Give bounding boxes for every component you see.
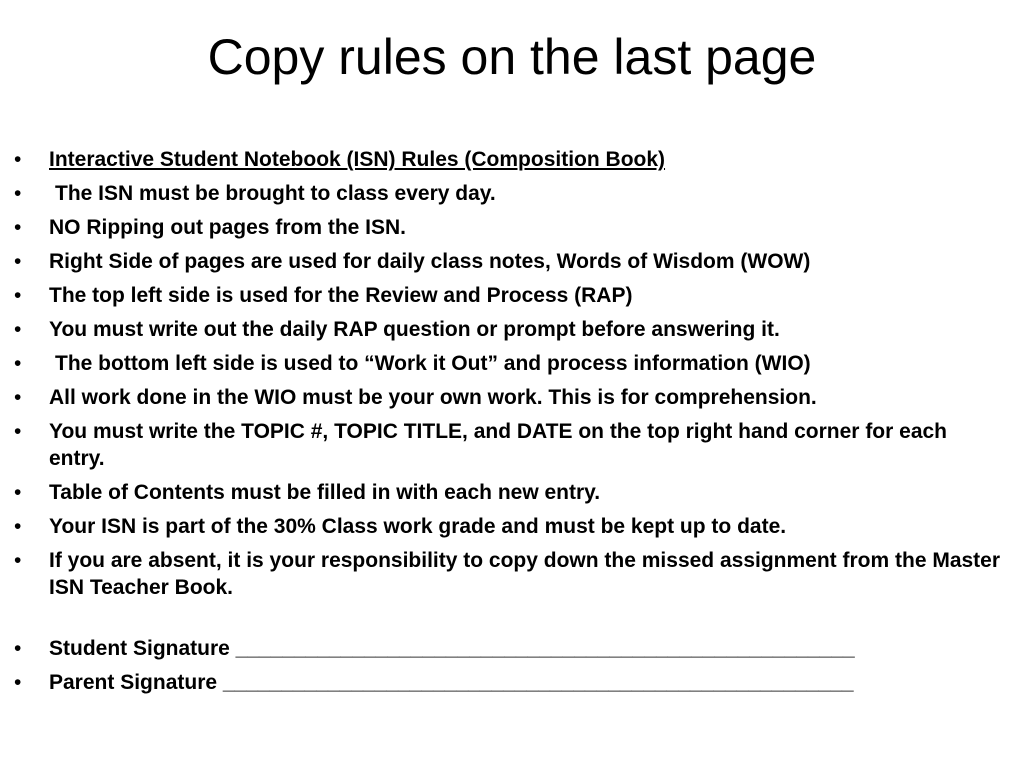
parent-signature-line: Parent Signature ______________________________________________________ (49, 671, 854, 694)
rule-text: The bottom left side is used to “Work it Out” and process information (WIO) (55, 352, 811, 375)
bullet-icon: • (14, 671, 22, 694)
list-item (14, 513, 1004, 540)
bullet-icon: • (14, 250, 22, 273)
bullet-icon: • (14, 386, 22, 409)
rule-text: All work done in the WIO must be your own work. This is for comprehension. (49, 386, 817, 409)
bullet-icon: • (14, 216, 22, 239)
list-item (14, 350, 1004, 377)
rule-text: The top left side is used for the Review and Process (RAP) (49, 284, 633, 307)
list-item (14, 180, 1004, 207)
rule-text: NO Ripping out pages from the ISN. (49, 216, 406, 239)
bullet-icon: • (14, 148, 22, 171)
bullet-icon: • (14, 182, 22, 205)
rule-text: You must write out the daily RAP question or prompt before answering it. (49, 318, 780, 341)
rule-text: Right Side of pages are used for daily class notes, Words of Wisdom (WOW) (49, 250, 811, 273)
list-item (14, 669, 1004, 696)
list-item (14, 418, 1004, 472)
bullet-icon: • (14, 549, 22, 572)
list-item (14, 248, 1004, 275)
bullet-icon: • (14, 284, 22, 307)
bullet-icon: • (14, 420, 22, 443)
rule-text: Table of Contents must be filled in with each new entry. (49, 481, 601, 504)
list-item (14, 635, 1004, 662)
rule-text: The ISN must be brought to class every day. (55, 182, 496, 205)
rules-list (14, 146, 1004, 703)
rule-text: If you are absent, it is your responsibility to copy down the missed assignment from the Master ISN Teacher Book. (49, 549, 1001, 599)
list-item (14, 384, 1004, 411)
bullet-icon: • (14, 515, 22, 538)
slide-title: Copy rules on the last page (207, 29, 817, 85)
bullet-icon: • (14, 318, 22, 341)
rule-text: You must write the TOPIC #, TOPIC TITLE, and DATE on the top right hand corner for each entry. (49, 420, 948, 470)
list-item (14, 282, 1004, 309)
list-item (14, 479, 1004, 506)
list-item (14, 547, 1004, 601)
list-item (14, 316, 1004, 343)
rules-heading: Interactive Student Notebook (ISN) Rules (Composition Book) (49, 148, 666, 171)
list-item (14, 146, 1004, 173)
student-signature-line: Student Signature _____________________________________________________ (49, 637, 855, 660)
list-item (14, 214, 1004, 241)
bullet-icon: • (14, 352, 22, 375)
bullet-icon: • (14, 637, 22, 660)
rule-text: Your ISN is part of the 30% Class work grade and must be kept up to date. (49, 515, 787, 538)
bullet-icon: • (14, 481, 22, 504)
